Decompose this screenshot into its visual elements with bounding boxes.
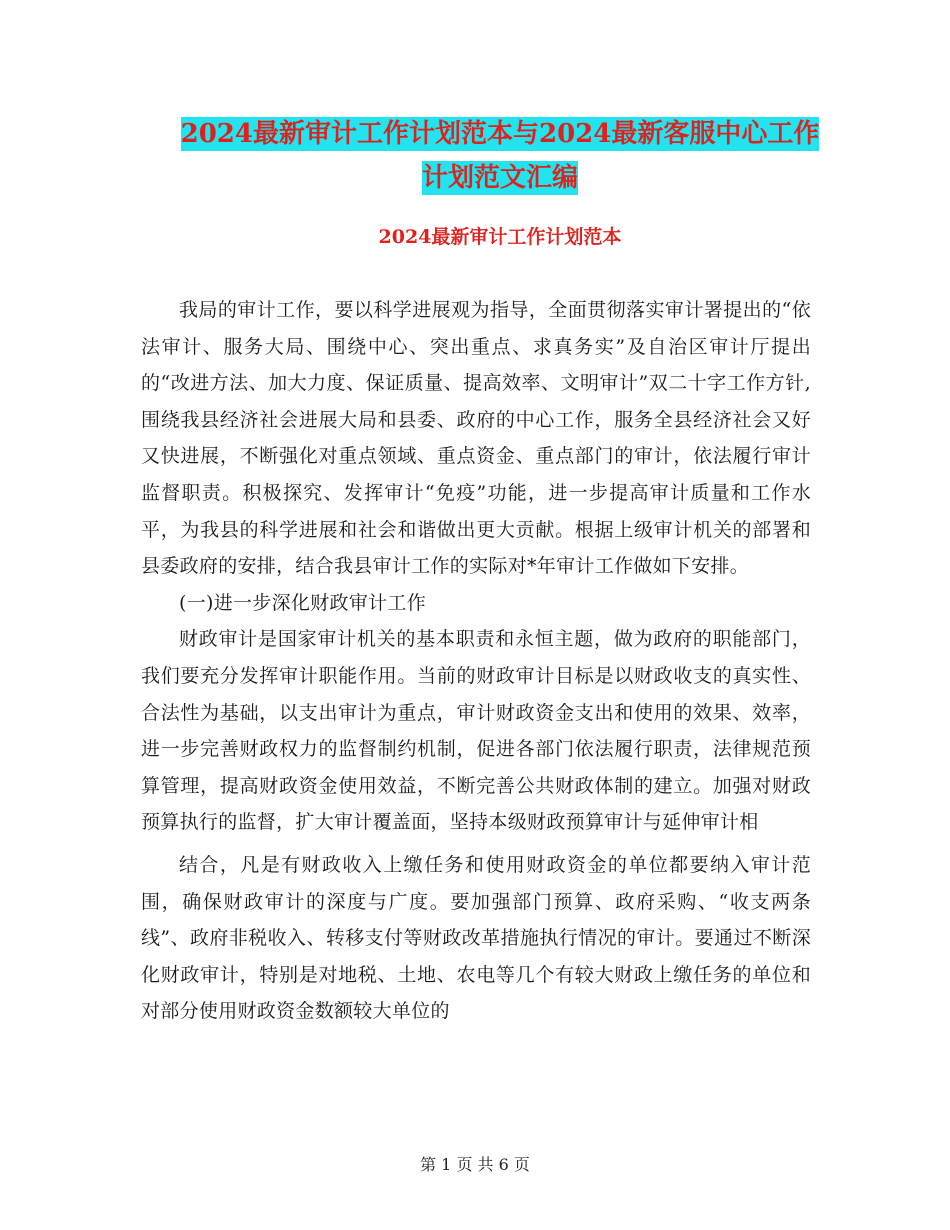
document-title bbox=[140, 112, 860, 200]
paragraph-fiscal-audit: 财政审计是国家审计机关的基本职责和永恒主题，做为政府的职能部门，我们要充分发挥审计职能作用。当前的财政审计目标是以财政收支的真实性、合法性为基础，以支出审计为重点，审计财政资金支出和使用的效果、效率，进一步完善财政权力的监督制约机制，促进各部门依法履行职责，法律规范预算管理，提高财政资金使用效益，不断完善公共财政体制的建立。加强对财政预算执行的监督，扩大审计覆盖面，坚持本级财政预算审计与延伸审计相 bbox=[141, 628, 811, 834]
paragraph-intro: 我局的审计工作，要以科学进展观为指导，全面贯彻落实审计署提出的“依法审计、服务大局、围绕中心、突出重点、求真务实”及自治区审计厅提出的“改进方法、加大力度、保证质量、提高效率、文明审计”双二十字工作方针,围绕我县经济社会进展大局和县委、政府的中心工作，服务全县经济社会又好又快进展，不断强化对重点领域、重点资金、重点部门的审计，依法履行审计监督职责。积极探究、发挥审计“免疫”功能，进一步提高审计质量和工作水平，为我县的科学进展和社会和谐做出更大贡献。根据上级审计机关的部署和县委政府的安排，结合我县审计工作的实际对*年审计工作做如下安排。 bbox=[141, 299, 811, 578]
section-title: 2024最新审计工作计划范本 bbox=[378, 226, 622, 248]
paragraph-fiscal-audit-cont: 结合，凡是有财政收入上缴任务和使用财政资金的单位都要纳入审计范围，确保财政审计的深度与广度。要加强部门预算、政府采购、“收支两条线”、政府非税收入、转移支付等财政改革措施执行情况的审计。要通过不断深化财政审计，特别是对地税、土地、农电等几个有较大财政上缴任务的单位和对部分使用财政资金数额较大单位的 bbox=[141, 853, 811, 1023]
paragraph-heading-1: (一)进一步深化财政审计工作 bbox=[179, 591, 427, 614]
document-body bbox=[141, 292, 811, 1030]
page-footer: 第 1 页 共 6 页 bbox=[420, 1155, 530, 1174]
document-title-line2: 计划范文汇编 bbox=[421, 163, 578, 193]
document-title-line1: 2024最新审计工作计划范本与2024最新客服中心工作 bbox=[180, 119, 820, 149]
